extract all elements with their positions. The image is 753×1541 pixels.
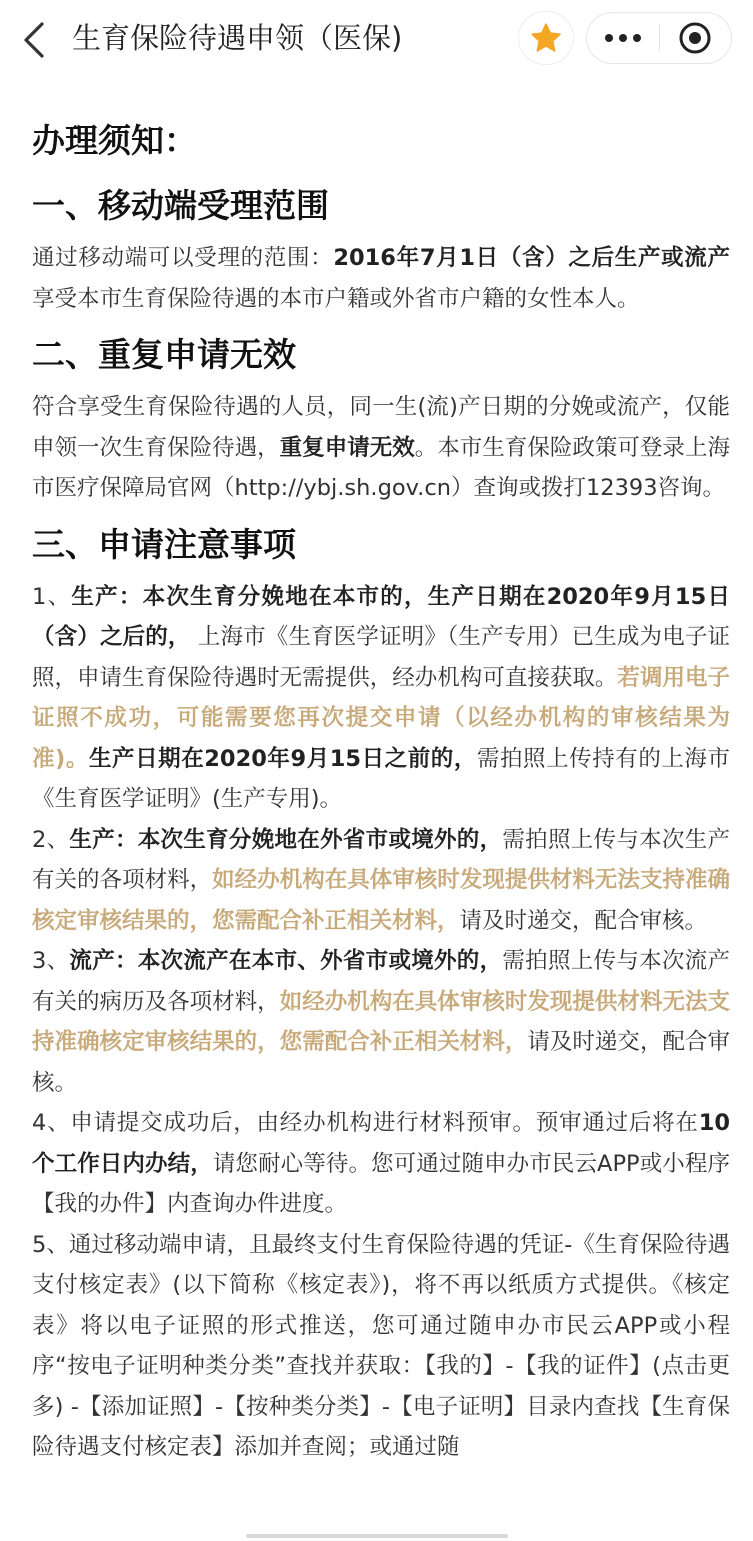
note-item-1 — [32, 577, 730, 820]
i2-text-a: 需拍照上传与本次生产有关的各项材料， — [32, 826, 730, 893]
i1-bold-b: 生产日期在2020年9月15日之前的， — [88, 745, 477, 772]
i3-bold: 流产：本次流产在本市、外省市或境外的， — [69, 948, 503, 974]
home-indicator[interactable] — [246, 1534, 508, 1538]
i2-text-b: 请及时递交，配合审核。 — [459, 907, 708, 934]
title-bar — [0, 0, 753, 78]
section-2-title: 二、重复申请无效 — [32, 335, 296, 374]
s1-text-b: 2016年7月1日（含）之后生产或流产 — [333, 245, 730, 271]
section-3-title: 三、申请注意事项 — [32, 524, 296, 564]
i4-bold: 10个工作日内办结， — [32, 1110, 730, 1177]
i2-bold: 生产：本次生育分娩地在外省市或境外的， — [69, 826, 503, 853]
page-title: 生育保险待遇申领（医保) — [72, 21, 403, 55]
i3-text-b: 请及时递交，配合审核。 — [32, 1029, 730, 1096]
i1-text-a: 上海市《生育医学证明》（生产专用）已生成为电子证照，申请生育保险待遇时无需提供，经办机构可直接获取。 — [32, 624, 730, 691]
i1-bold-a: 生产：本次生育分娩地在本市的，生产日期在2020年9月15日（含）之后的， — [32, 583, 730, 650]
section-2-text — [32, 387, 730, 509]
more-button[interactable] — [587, 13, 659, 63]
back-button[interactable] — [16, 20, 56, 60]
note-item-4 — [32, 1103, 730, 1225]
favorite-button[interactable] — [519, 12, 573, 64]
more-dots-icon — [603, 33, 643, 43]
i4-text-a: 4、申请提交成功后，由经办机构进行材料预审。预审通过后将在 — [32, 1110, 699, 1136]
i3-num: 3、 — [32, 948, 70, 974]
i5-text: 5、通过移动端申请，且最终支付生育保险待遇的凭证-《生育保险待遇支付核定表》(以下简称《核定表》)，将不再以纸质方式提供。《核定表》将以电子证照的形式推送，您可通过随申办市民云APP或小程序“按电子证明种类分类”查找并获取：【我的】-【我的证件】(点击更多) -【添加证照】-【按种类分类】-【电子证明】目录内查找【生育保险待遇支付核定表】添加并查阅；或通过随 — [32, 1231, 730, 1460]
i1-text-b: 需拍照上传持有的上海市《生育医学证明》(生产专用)。 — [32, 745, 730, 812]
section-1-text — [32, 238, 730, 319]
i1-num: 1、 — [32, 583, 72, 610]
section-1-title: 一、移动端受理范围 — [32, 186, 329, 225]
note-item-5 — [32, 1225, 730, 1468]
i3-highlight: 如经办机构在具体审核时发现提供材料无法支持准确核定审核结果的，您需配合补正相关材料， — [32, 988, 730, 1055]
i2-highlight: 如经办机构在具体审核时发现提供材料无法支持准确核定审核结果的，您需配合补正相关材料， — [32, 867, 730, 934]
s2-text-a: 符合享受生育保险待遇的人员，同一生(流)产日期的分娩或流产，仅能申领一次生育保险待遇， — [32, 394, 730, 461]
i4-text-b: 请您耐心等待。您可通过随申办市民云APP或小程序【我的办件】内查询办件进度。 — [32, 1150, 730, 1217]
chevron-left-icon — [16, 20, 56, 60]
star-icon — [530, 22, 562, 54]
s2-text-b: 重复申请无效 — [279, 434, 415, 461]
i3-text-a: 需拍照上传与本次流产有关的病历及各项材料， — [32, 948, 730, 1015]
i1-highlight: 若调用电子证照不成功，可能需要您再次提交申请（以经办机构的审核结果为准)。 — [32, 664, 730, 772]
i2-num: 2、 — [32, 826, 70, 853]
s2-text-c: 。本市生育保险政策可登录上海市医疗保障局官网（http://ybj.sh.gov.cn）查询或拨打12393咨询。 — [32, 434, 730, 501]
note-item-2 — [32, 820, 730, 942]
target-close-icon — [678, 21, 712, 55]
s1-text-a: 通过移动端可以受理的范围： — [32, 245, 334, 271]
s1-text-c: 享受本市生育保险待遇的本市户籍或外省市户籍的女性本人。 — [32, 285, 640, 312]
close-button[interactable] — [660, 13, 732, 63]
notice-heading: 办理须知： — [32, 121, 197, 160]
notice-content — [32, 112, 730, 1468]
note-item-3 — [32, 941, 730, 1103]
mini-program-capsule — [586, 12, 732, 64]
